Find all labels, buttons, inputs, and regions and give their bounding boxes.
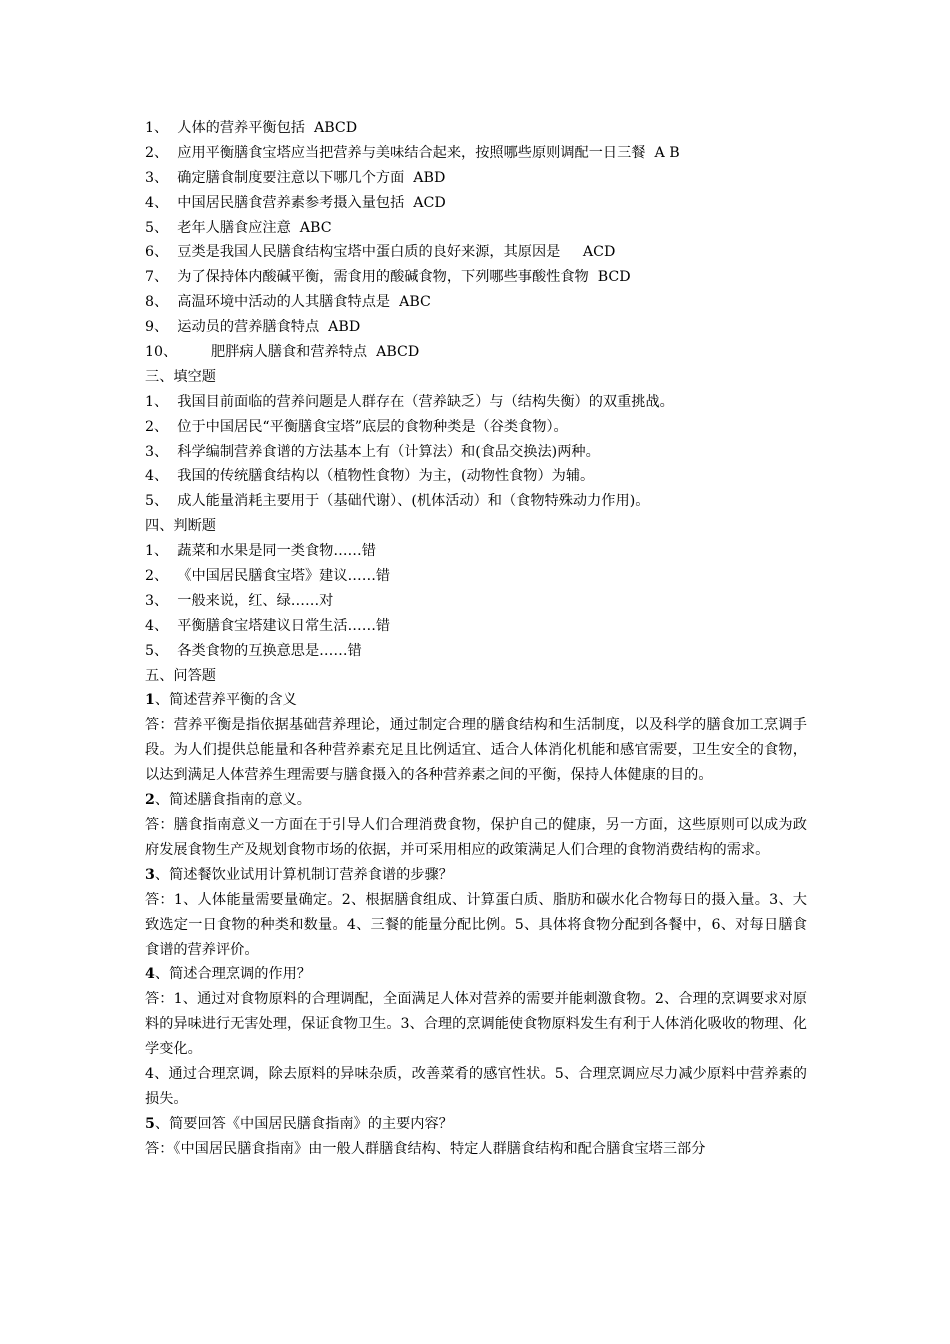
section-heading: 五、问答题	[145, 667, 216, 684]
section-heading: 三、填空题	[145, 368, 216, 385]
choice-answer: ABCD	[376, 344, 420, 361]
choice-answer: ABC	[399, 294, 431, 311]
choice-item: 2、 应用平衡膳食宝塔应当把营养与美味结合起来，按照哪些原则调配一日三餐 A B	[145, 144, 680, 161]
question-title: 1、简述营养平衡的含义	[145, 692, 297, 709]
judge-section	[145, 514, 807, 663]
answer-paragraph: 答：膳食指南意义一方面在于引导人们合理消费食物，保护自己的健康，另一方面，这些原则可以成为政府发展食物生产及规划食物市场的依据，并可采用相应的政策满足人们合理的食物消费结构的需求。	[145, 816, 807, 858]
answer-paragraph: 答：营养平衡是指依据基础营养理论，通过制定合理的膳食结构和生活制度，以及科学的膳食加工烹调手段。为人们提供总能量和各种营养素充足且比例适宜、适合人体消化机能和感官需要，卫生安全的食物，以达到满足人体营养生理需要与膳食摄入的各种营养素之间的平衡，保持人体健康的目的。	[145, 717, 807, 784]
question-title: 4、简述合理烹调的作用？	[145, 966, 311, 983]
fill-item: 4、 我国的传统膳食结构以（植物性食物）为主，(动物性食物）为辅。	[145, 468, 595, 485]
fill-item: 2、 位于中国居民“平衡膳食宝塔”底层的食物种类是（谷类食物）。	[145, 418, 568, 435]
section-heading: 四、判断题	[145, 518, 216, 535]
choice-item: 1、 人体的营养平衡包括 ABCD	[145, 120, 358, 136]
question-title: 3、简述餐饮业试用计算机制订营养食谱的步骤？	[145, 866, 453, 883]
choice-answer: ABD	[413, 169, 446, 186]
document-page	[145, 116, 807, 1162]
question-title: 2、简述膳食指南的意义。	[145, 792, 311, 809]
choice-item: 6、 豆类是我国人民膳食结构宝塔中蛋白质的良好来源，其原因是 ACD	[145, 244, 616, 261]
choice-item: 9、 运动员的营养膳食特点 ABD	[145, 319, 361, 336]
judge-item: 3、 一般来说，红、绿……对	[145, 592, 334, 609]
judge-item: 2、 《中国居民膳食宝塔》建议……错	[145, 568, 391, 585]
choice-answer: BCD	[597, 269, 631, 286]
choice-answer: ACD	[413, 194, 446, 211]
choice-item: 7、 为了保持体内酸碱平衡，需食用的酸碱食物，下列哪些事酸性食物 BCD	[145, 269, 631, 286]
choice-item: 4、 中国居民膳食营养素参考摄入量包括 ACD	[145, 194, 446, 211]
choice-answer: ABC	[299, 219, 332, 236]
answer-paragraph: 答：1、人体能量需要量确定。2、根据膳食组成、计算蛋白质、脂肪和碳水化合物每日的摄入量。3、大致选定一日食物的种类和数量。4、三餐的能量分配比例。5、具体将食物分配到各餐中，6、对每日膳食食谱的营养评价。	[145, 891, 807, 958]
fill-blank-section	[145, 365, 807, 514]
choice-item: 8、 高温环境中活动的人其膳食特点是 ABC	[145, 294, 431, 311]
question-title: 5、简要回答《中国居民膳食指南》的主要内容？	[145, 1115, 453, 1132]
fill-item: 3、 科学编制营养食谱的方法基本上有（计算法）和(食品交换法)两种。	[145, 443, 600, 460]
answer-paragraph: 4、通过合理烹调，除去原料的异味杂质，改善菜肴的感官性状。5、合理烹调应尽力减少原料中营养素的损失。	[145, 1066, 807, 1107]
multi-choice-section	[145, 116, 807, 365]
choice-item: 10、 肥胖病人膳食和营养特点 ABCD	[145, 344, 420, 361]
choice-item: 3、 确定膳食制度要注意以下哪几个方面 ABD	[145, 169, 446, 186]
answer-paragraph: 答：1、通过对食物原料的合理调配，全面满足人体对营养的需要并能刺激食物。2、合理的烹调要求对原料的异味进行无害处理，保证食物卫生。3、合理的烹调能使食物原料发生有利于人体消化吸收的物理、化学变化。	[145, 991, 807, 1058]
choice-answer: ACD	[582, 244, 616, 261]
choice-answer: ABCD	[313, 120, 358, 136]
choice-answer: ABD	[328, 319, 361, 336]
fill-item: 5、 成人能量消耗主要用于（基础代谢）、(机体活动）和（食物特殊动力作用)。	[145, 493, 650, 510]
fill-item: 1、 我国目前面临的营养问题是人群存在（营养缺乏）与（结构失衡）的双重挑战。	[145, 393, 674, 410]
qa-section	[145, 664, 807, 1162]
answer-paragraph: 答：《中国居民膳食指南》由一般人群膳食结构、特定人群膳食结构和配合膳食宝塔三部分	[145, 1140, 706, 1157]
judge-item: 1、 蔬菜和水果是同一类食物……错	[145, 543, 376, 560]
choice-answer: A B	[654, 144, 680, 161]
choice-item: 5、 老年人膳食应注意 ABC	[145, 219, 332, 236]
judge-item: 4、 平衡膳食宝塔建议日常生活……错	[145, 617, 391, 634]
judge-item: 5、 各类食物的互换意思是……错	[145, 642, 362, 659]
